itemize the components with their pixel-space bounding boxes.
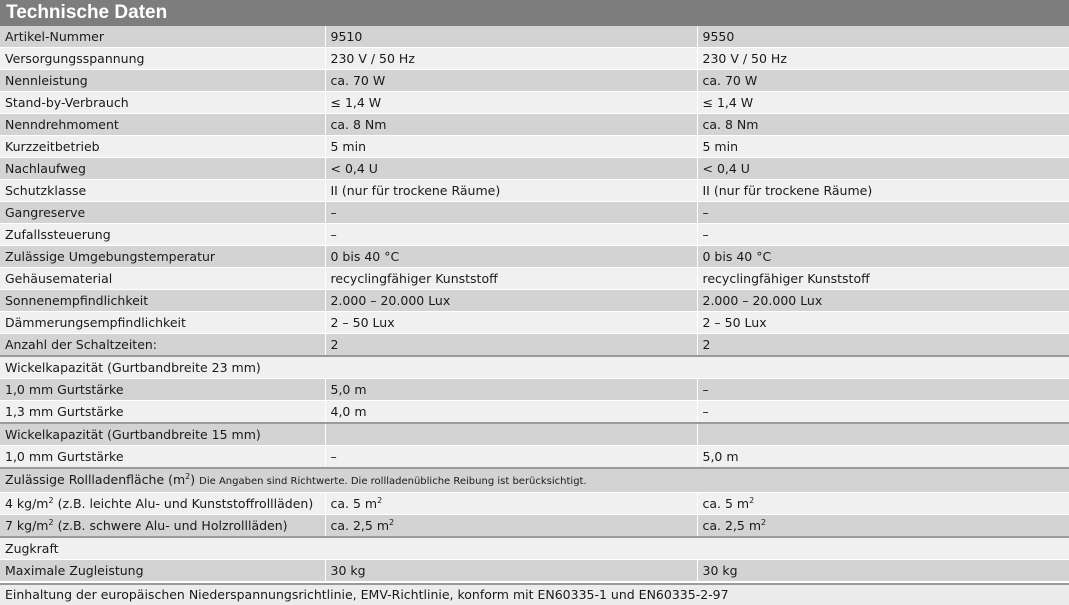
winding23-heading-row: [0, 356, 1069, 379]
value-text: ca. 5 m: [702, 496, 750, 511]
section-heading: [0, 468, 1069, 493]
value-9550: [697, 515, 1069, 538]
value-9510: [325, 515, 697, 538]
superscript: 2: [749, 495, 755, 505]
row-label: Zufallssteuerung: [0, 224, 325, 246]
value-text: ca. 2,5 m: [330, 518, 390, 533]
value-9510: 5 min: [325, 136, 697, 158]
value-9550: 2: [697, 334, 1069, 357]
spec-row-standby: [0, 92, 1069, 114]
value-9550: recyclingfähiger Kunststoff: [697, 268, 1069, 290]
value-text: ca. 5 m: [330, 496, 378, 511]
value-9550: ca. 70 W: [697, 70, 1069, 92]
spec-row-switch-times: [0, 334, 1069, 357]
spec-row-random: [0, 224, 1069, 246]
area-heading-close: ): [190, 472, 196, 487]
area-heading-row: [0, 468, 1069, 493]
label-part: (z.B. schwere Alu- und Holzrollläden): [53, 518, 288, 533]
spec-row-temperature: [0, 246, 1069, 268]
value-9510: 2: [325, 334, 697, 357]
superscript: 2: [389, 517, 395, 527]
row-label: Schutzklasse: [0, 180, 325, 202]
spec-row-w15-10: [0, 446, 1069, 469]
empty-cell: [697, 423, 1069, 446]
value-9510: 9510: [325, 26, 697, 48]
superscript: 2: [761, 517, 767, 527]
row-label: Nennleistung: [0, 70, 325, 92]
value-9550: 2.000 – 20.000 Lux: [697, 290, 1069, 312]
row-label: Dämmerungsempfindlichkeit: [0, 312, 325, 334]
value-9510: II (nur für trockene Räume): [325, 180, 697, 202]
value-9550: 5 min: [697, 136, 1069, 158]
empty-cell: [325, 423, 697, 446]
value-9550: –: [697, 224, 1069, 246]
row-label: [0, 515, 325, 538]
area-note: Die Angaben sind Richtwerte. Die rollladenübliche Reibung ist berücksichtigt.: [199, 476, 587, 487]
spec-row-dusk: [0, 312, 1069, 334]
winding15-heading-row: [0, 423, 1069, 446]
value-9550: [697, 493, 1069, 515]
spec-row-article: [0, 26, 1069, 48]
value-9510: –: [325, 224, 697, 246]
value-text: ca. 2,5 m: [702, 518, 762, 533]
label-part: 7 kg/m: [5, 518, 49, 533]
value-9510: 30 kg: [325, 560, 697, 582]
row-label: Gehäusematerial: [0, 268, 325, 290]
value-9510: 2.000 – 20.000 Lux: [325, 290, 697, 312]
value-9510: –: [325, 202, 697, 224]
superscript: 2: [48, 495, 54, 505]
spec-row-voltage: [0, 48, 1069, 70]
spec-row-area-heavy: [0, 515, 1069, 538]
value-9510: ≤ 1,4 W: [325, 92, 697, 114]
spec-row-reserve: [0, 202, 1069, 224]
section-heading: Zugkraft: [0, 537, 1069, 560]
superscript: 2: [185, 471, 191, 481]
spec-row-area-light: [0, 493, 1069, 515]
pull-heading-row: [0, 537, 1069, 560]
section-heading: Wickelkapazität (Gurtbandbreite 23 mm): [0, 356, 1069, 379]
row-label: 1,3 mm Gurtstärke: [0, 401, 325, 424]
section-title: Technische Daten: [0, 0, 1069, 26]
value-9510: 0 bis 40 °C: [325, 246, 697, 268]
spec-row-short-time: [0, 136, 1069, 158]
value-9510: –: [325, 446, 697, 469]
superscript: 2: [48, 517, 54, 527]
row-label: Artikel-Nummer: [0, 26, 325, 48]
value-9510: [325, 493, 697, 515]
row-label: Kurzzeitbetrieb: [0, 136, 325, 158]
value-9510: 2 – 50 Lux: [325, 312, 697, 334]
row-label: Zulässige Umgebungstemperatur: [0, 246, 325, 268]
row-label: Versorgungsspannung: [0, 48, 325, 70]
value-9550: 5,0 m: [697, 446, 1069, 469]
row-label: Nenndrehmoment: [0, 114, 325, 136]
value-9510: recyclingfähiger Kunststoff: [325, 268, 697, 290]
row-label: Stand-by-Verbrauch: [0, 92, 325, 114]
spec-row-overrun: [0, 158, 1069, 180]
row-label: Sonnenempfindlichkeit: [0, 290, 325, 312]
label-part: 4 kg/m: [5, 496, 49, 511]
spec-row-torque: [0, 114, 1069, 136]
value-9550: 230 V / 50 Hz: [697, 48, 1069, 70]
value-9510: 4,0 m: [325, 401, 697, 424]
value-9550: ca. 8 Nm: [697, 114, 1069, 136]
value-9510: 230 V / 50 Hz: [325, 48, 697, 70]
value-9550: < 0,4 U: [697, 158, 1069, 180]
section-heading: Wickelkapazität (Gurtbandbreite 15 mm): [0, 423, 325, 446]
spec-row-sun: [0, 290, 1069, 312]
value-9550: –: [697, 379, 1069, 401]
value-9550: –: [697, 202, 1069, 224]
value-9550: II (nur für trockene Räume): [697, 180, 1069, 202]
value-9550: 0 bis 40 °C: [697, 246, 1069, 268]
superscript: 2: [377, 495, 383, 505]
value-9510: 5,0 m: [325, 379, 697, 401]
value-9550: 9550: [697, 26, 1069, 48]
value-9510: ca. 70 W: [325, 70, 697, 92]
spec-row-protection: [0, 180, 1069, 202]
row-label: Gangreserve: [0, 202, 325, 224]
spec-row-w23-13: [0, 401, 1069, 424]
spec-row-w23-10: [0, 379, 1069, 401]
spec-row-material: [0, 268, 1069, 290]
value-9550: 2 – 50 Lux: [697, 312, 1069, 334]
value-9510: < 0,4 U: [325, 158, 697, 180]
spec-table: [0, 26, 1069, 582]
row-label: Maximale Zugleistung: [0, 560, 325, 582]
value-9550: 30 kg: [697, 560, 1069, 582]
compliance-footer: Einhaltung der europäischen Niederspannungsrichtlinie, EMV-Richtlinie, konform mit EN60335-1 und EN60335-2-97: [0, 583, 1069, 605]
row-label: Nachlaufweg: [0, 158, 325, 180]
row-label: [0, 493, 325, 515]
label-part: (z.B. leichte Alu- und Kunststoffrollläden): [53, 496, 314, 511]
spec-row-max-pull: [0, 560, 1069, 582]
row-label: Anzahl der Schaltzeiten:: [0, 334, 325, 357]
row-label: 1,0 mm Gurtstärke: [0, 379, 325, 401]
value-9510: ca. 8 Nm: [325, 114, 697, 136]
row-label: 1,0 mm Gurtstärke: [0, 446, 325, 469]
spec-row-power: [0, 70, 1069, 92]
value-9550: ≤ 1,4 W: [697, 92, 1069, 114]
area-heading-text: Zulässige Rollladenfläche (m: [5, 472, 186, 487]
value-9550: –: [697, 401, 1069, 424]
